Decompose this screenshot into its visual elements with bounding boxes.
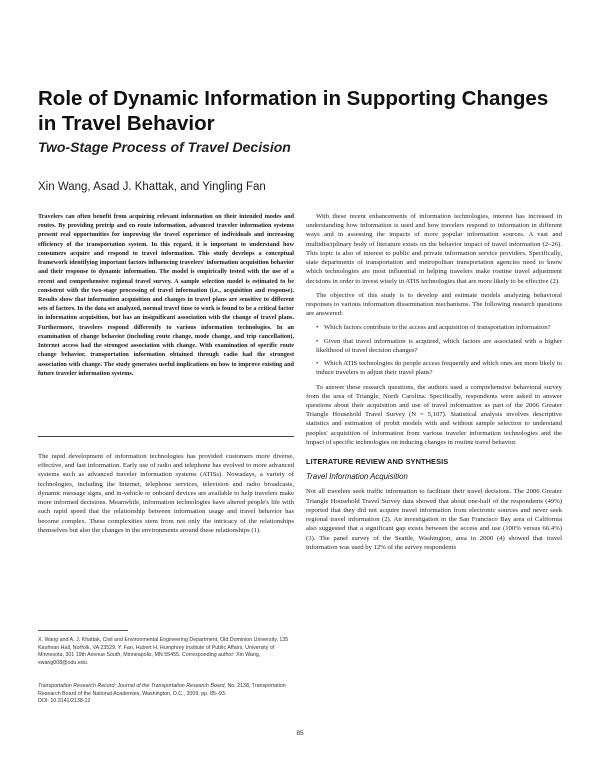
author-affiliation: X. Wang and A. J. Khattak, Civil and Environmental Engineering Department, Old Dominion University, 135 Kaufman Hall, Norfolk, VA 23529. Y. Fan, Hubert H. Humphrey Institute of Public Affairs, University of Minnesota, 301 19th Avenue South, Minneapolis, MN 55455. Corresponding author: Xin Wang, xwang008@odu.edu. [38, 637, 289, 666]
body-paragraph: To answer these research questions, the authors used a comprehensive behavioral survey from the area of Triangle, North Carolina. Specifically, respondents were asked to answer questions about their acquisition and use of travel information as part of the 2006 Greater Triangle Household Travel Survey (N = 5,107). Statistical analysis involves descriptive statistics and estimation of probit models with and without sample selection to understand peoples' acquisition of information from various traveler information technologies and the impact of specific technologies on inducing changes in routine travel behavior. [306, 383, 562, 446]
intro-paragraph: The rapid development of information technologies has provided customers more diverse, effective, and fast information. Early use of radio and telephone has evolved to more advanced systems such as advanced traveler information systems (ATISs). Nowadays, a variety of technologies, including the Internet, telephone services, television and radio broadcasts, dynamic message signs, and in-vehicle or onboard devices are available to help travelers make more informed decisions. Meanwhile, information technologies have altered people's life with such rapid speed that the relationship between information usage and travel behavior has become complex. These complexities stem from not only the intricacy of the relationships themselves but also the changes in the environments around these relationships (1). [38, 453, 294, 534]
section-heading: LITERATURE REVIEW AND SYNTHESIS [306, 457, 449, 467]
footnote-divider [38, 630, 128, 631]
list-item: • Which ATIS technologies do people access frequently and which ones are more likely to induce travelers to adjust their travel plans? [316, 360, 562, 377]
right-column [306, 212, 562, 557]
page-number: 85 [296, 730, 304, 737]
list-item: • Which factors contribute to the access and acquisition of transportation information? [316, 324, 551, 332]
article-title: Role of Dynamic Information in Supporting Changes in Travel Behavior [38, 87, 549, 135]
list-item: • Given that travel information is acquired, which factors are associated with a higher likelihood of travel decision changes? [316, 337, 562, 354]
subsection-heading: Travel Information Acquisition [306, 472, 408, 482]
research-questions-list [306, 323, 562, 377]
article-subtitle: Two-Stage Process of Travel Decision [38, 139, 291, 155]
citation-doi: DOI: 10.3141/2138-12 [38, 698, 91, 705]
abstract: Travelers can often benefit from acquiring relevant information on their intended modes and routes. By providing pretrip and en route information, advanced traveler information systems present real opportunities for improving the travel experience of individuals and increasing efficiency of the transportation system. In this regard, it is important to understand how consumers acquire and respond to travel information. This study develops a conceptual framework identifying important factors influencing travelers' information acquisition behavior and their response to dynamic information. The model is empirically tested with the use of a recent and comprehensive regional travel survey. A sample selection model is estimated to be consistent with the two-stage processing of travel information (i.e., acquisition and response). Results show that information acquisition and changes in travel plans are sensitive to different sets of factors. In the data set analyzed, normal travel time to work is found to be a critical factor in information acquisition, but has an insignificant association with the change of travel plans. Furthermore, travelers respond differently to various information technologies. In an examination of change behavior (including route change, mode change, and trip cancellation), Internet access had the strongest association with change. With examination of specific route change behavior, transportation information obtained through radio had the strongest association with change. The study generates useful implications on how to improve existing and future traveler information systems. [38, 213, 294, 377]
citation-journal: Transportation Research Record: Journal of the Transportation Research Board, [38, 683, 226, 689]
abstract-divider [38, 436, 294, 437]
bullet-icon: • [316, 324, 319, 332]
bullet-icon: • [316, 360, 319, 368]
body-paragraph: The objective of this study is to develop and estimate models analyzing behavioral responses to various information dissemination mechanisms. The following research questions are answered: [306, 291, 562, 318]
body-paragraph: Not all travelers seek traffic information to facilitate their travel decisions. The 2006 Greater Triangle Household Travel Survey data showed that about one-half of the respondents (49%) reported that they did not acquire travel information from electronic sources and never seek regional travel information (2). An investigation in the San Francisco Bay area of California also suggested that a significant gap exists between the access and use (100% versus 66.4%) (3). The panel survey of the Seattle, Washington, area in 2000 (4) showed that travel information was used by 12% of the survey respondents [306, 488, 562, 551]
citation-details: No. 2138, Transportation Research Board of the National Academies, Washington, D.C., 2009, pp. 85–93. [38, 683, 286, 697]
body-paragraph: With these recent enhancements of information technologies, interest has increased in understanding how information is used and how travelers respond to information in different ways and in assessing the impacts of more popular information sources. A vast and multidisciplinary body of literature exists on the behavior impact of travel information (2–26). This topic is also of interest to public and private information service providers. Specifically, state departments of transportation and metropolitan transportation agencies need to know which technologies are most influential in helping travelers make routine travel adjustment decisions in order to invest wisely in ATIS technologies that are more likely to be effective (2). [306, 213, 562, 285]
citation-block [38, 683, 294, 706]
bullet-icon: • [316, 337, 319, 345]
author-list: Xin Wang, Asad J. Khattak, and Yingling Fan [38, 181, 266, 193]
